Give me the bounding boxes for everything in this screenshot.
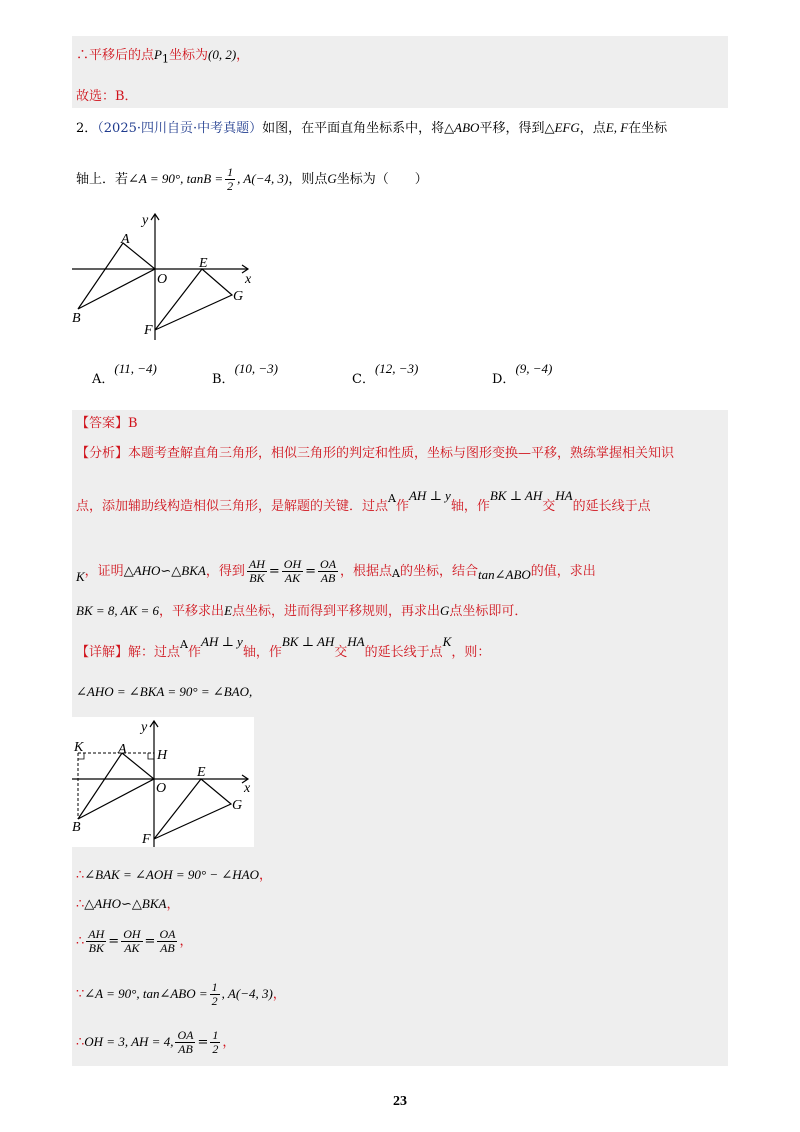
- question-source: （2025·四川自贡·中考真题）: [97, 121, 263, 136]
- fig2-label-b: B: [72, 820, 81, 835]
- option-a[interactable]: A．(11, −4): [92, 361, 157, 387]
- option-b[interactable]: B．(10, −3): [212, 361, 278, 387]
- fig1-label-o: O: [157, 272, 168, 287]
- detail-line-1: 【详解】解：过点$^A$作AH ⊥ y轴，作BK ⊥ AH交HA的延长线于点K，则：: [76, 634, 491, 660]
- fig1-label-g: G: [233, 289, 244, 304]
- fig2-label-f: F: [142, 832, 151, 847]
- fig1-label-e: E: [199, 256, 208, 271]
- fig2-label-k: K: [74, 740, 84, 755]
- detail-step-5: ∴OH = 3, AH = 4, $\frac{OA}{AB}$ = $\frac{1}{2}$ ，: [76, 1028, 236, 1056]
- top-line-1: ∴平移后的点$P_1$坐标为(0, 2)，: [76, 47, 250, 66]
- analysis-line-2: 点，添加辅助线构造相似三角形，是解题的关键．过点$^A$作AH ⊥ y轴，作BK ⊥ AH交HA的延长线于点: [76, 488, 651, 514]
- analysis-line-4: BK = 8, AK = 6，平移求出E点坐标，进而得到平移规则，再求出G点坐标即可．: [76, 603, 528, 619]
- analysis-line-3: K，证明△AHO∽△BKA，得到 $\frac{AH}{BK}$ = $\frac{OH}{AK}$ = $\frac{OA}{AB}$ ，根据点A的坐标，结合tan∠ABO的值，求出: [76, 557, 596, 585]
- detail-equation-1: ∠AHO = ∠BKA = 90° = ∠BAO,: [76, 684, 253, 699]
- detail-step-1: ∴∠BAK = ∠AOH = 90° − ∠HAO，: [76, 867, 272, 883]
- analysis-line-1: 【分析】本题考查解直角三角形，相似三角形的判定和性质，坐标与图形变换—平移，熟练掌握相关知识: [76, 446, 675, 461]
- question-line-1: 2．（2025·四川自贡·中考真题）如图，在平面直角坐标系中，将△ABO平移，得到△EFG，点E, F在坐标: [76, 120, 668, 136]
- fig2-label-e: E: [197, 765, 206, 780]
- detail-step-3: ∴ $\frac{AH}{BK}$ = $\frac{OH}{AK}$ = $\frac{OA}{AB}$ ，: [76, 927, 193, 955]
- fig2-label-a: A: [118, 742, 127, 757]
- detail-step-4: ∵∠A = 90°, tan∠ABO = $\frac{1}{2}$ , A(−4, 3)，: [76, 980, 286, 1008]
- detail-step-2: ∴△AHO∽△BKA，: [76, 896, 180, 912]
- question-line-2: 轴上．若∠A = 90°, tanB = $\frac{1}{2}$ , A(−4, 3)，则点G坐标为（ ）: [76, 165, 428, 193]
- fig2-label-o: O: [156, 781, 167, 796]
- page-number: 23: [393, 1094, 407, 1109]
- fig1-label-b: B: [72, 311, 81, 326]
- top-line-2: 故选：B．: [76, 89, 138, 104]
- fig2-label-y: y: [141, 720, 148, 735]
- fig2-label-h: H: [157, 748, 168, 763]
- fig1-label-x: x: [245, 272, 252, 287]
- option-c[interactable]: C．(12, −3): [352, 361, 419, 387]
- fig2-label-g: G: [232, 798, 243, 813]
- answer-line: 【答案】B: [76, 416, 138, 431]
- option-d[interactable]: D．(9, −4): [492, 361, 553, 387]
- figure-2-coordinate-diagram: [70, 713, 260, 853]
- figure-1-coordinate-diagram: [70, 208, 270, 348]
- fig2-label-x: x: [244, 781, 251, 796]
- fig1-label-f: F: [144, 323, 153, 338]
- fig1-label-a: A: [121, 232, 130, 247]
- fig1-label-y: y: [142, 213, 149, 228]
